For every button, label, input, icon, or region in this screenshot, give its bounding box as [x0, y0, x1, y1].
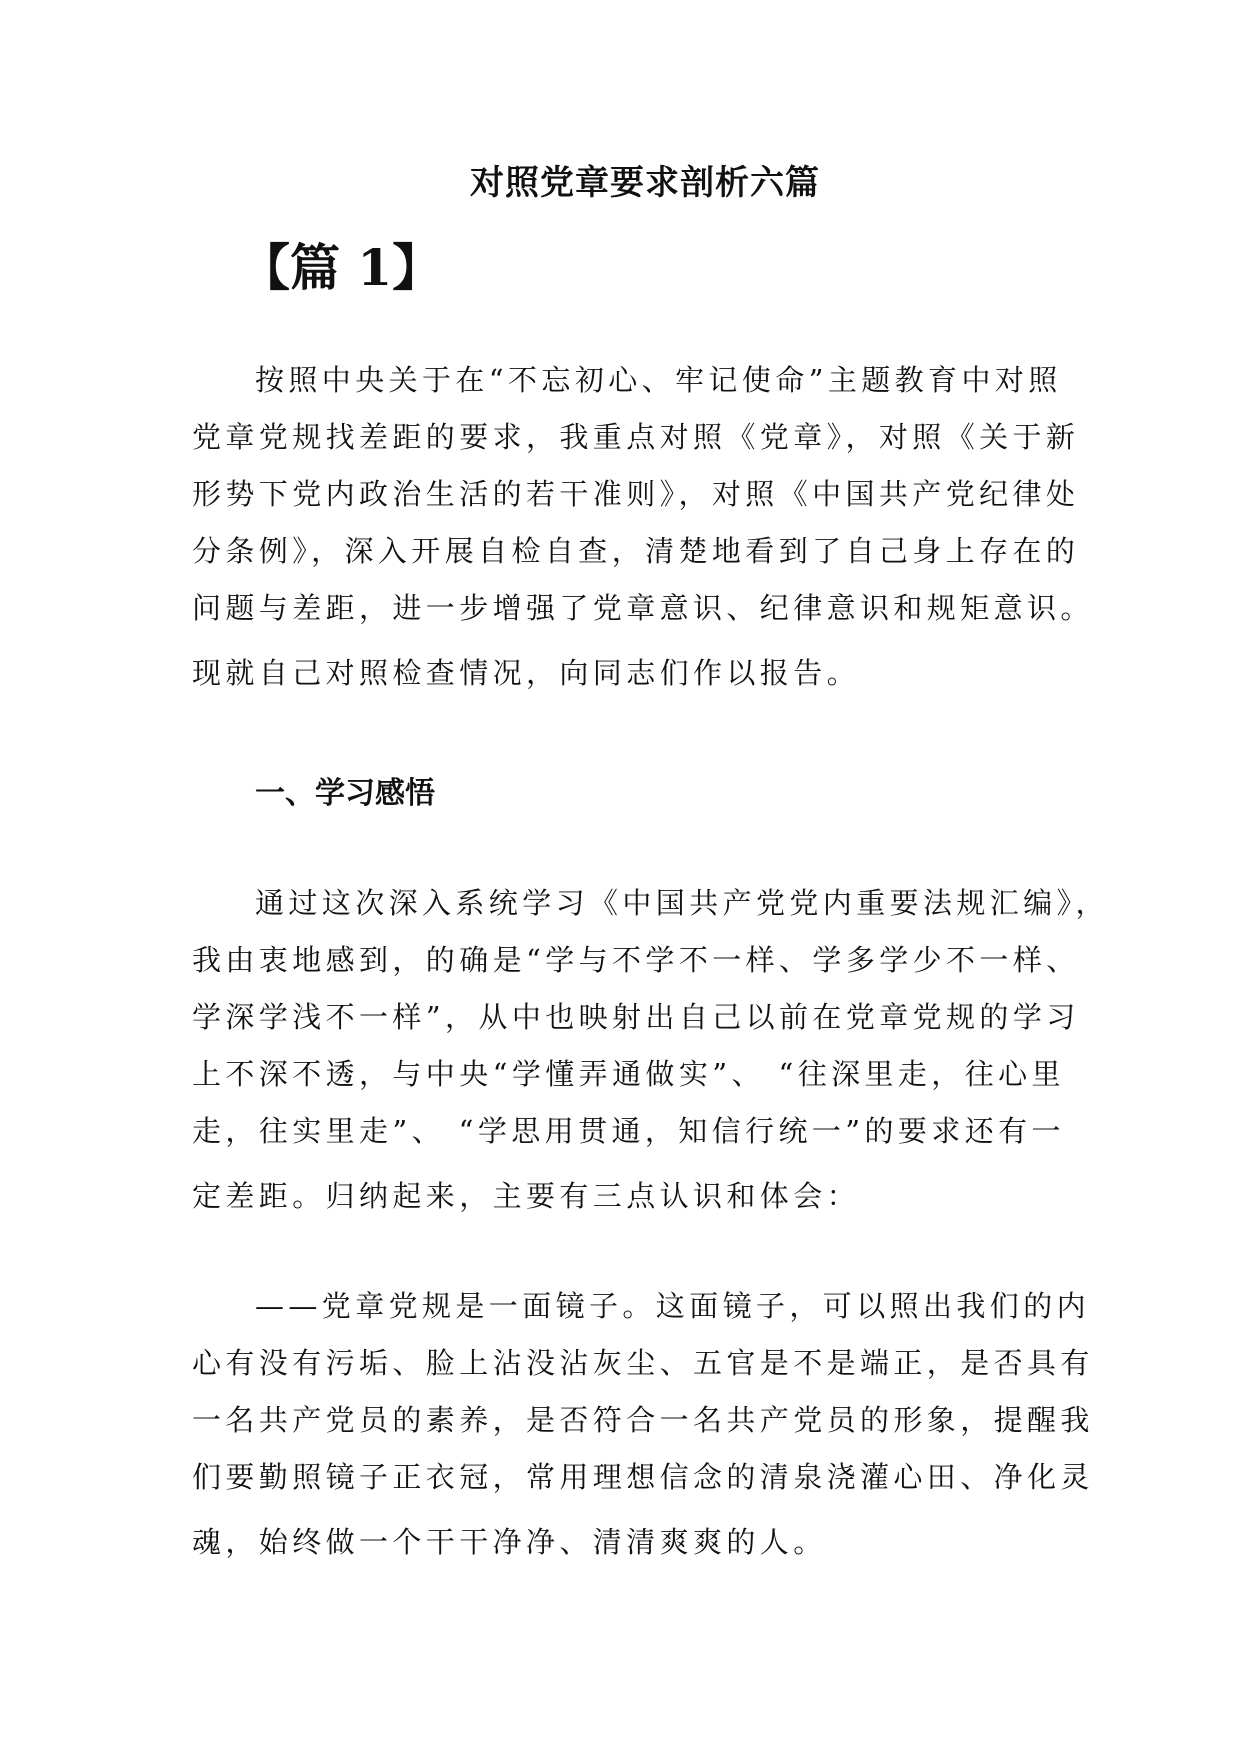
study-line: 上不深不透，与中央“学懂弄通做实”、 “往深里走，往心里 [192, 1057, 1065, 1091]
study-line: 学深学浅不一样”，从中也映射出自己以前在党章党规的学习 [192, 1000, 1080, 1034]
study-line: 通过这次深入系统学习《中国共产党党内重要法规汇编》， [255, 886, 1109, 920]
study-line: 定差距。归纳起来，主要有三点认识和体会： [192, 1179, 861, 1213]
intro-line: 分条例》，深入开展自检自查，清楚地看到了自己身上存在的 [192, 534, 1080, 568]
section-heading: 一、学习感悟 [255, 776, 435, 811]
study-line: 走，往实里走”、 “学思用贯通，知信行统一”的要求还有一 [192, 1114, 1065, 1148]
study-paragraph [192, 875, 1109, 1225]
study-line: 我由衷地感到，的确是“学与不学不一样、学多学少不一样、 [192, 943, 1080, 977]
intro-line: 按照中央关于在“不忘初心、牢记使命”主题教育中对照 [255, 363, 1062, 397]
chapter-title: 【篇 1】 [240, 238, 443, 297]
intro-line: 党章党规找差距的要求，我重点对照《党章》，对照《关于新 [192, 420, 1080, 454]
intro-line: 形势下党内政治生活的若干准则》，对照《中国共产党纪律处 [192, 477, 1080, 511]
mirror-line: ——党章党规是一面镜子。这面镜子，可以照出我们的内 [255, 1289, 1091, 1323]
mirror-line: 一名共产党员的素养，是否符合一名共产党员的形象，提醒我 [192, 1403, 1094, 1437]
mirror-paragraph [192, 1278, 1094, 1571]
mirror-line: 们要勤照镜子正衣冠，常用理想信念的清泉浇灌心田、净化灵 [192, 1460, 1094, 1494]
intro-line: 问题与差距，进一步增强了党章意识、纪律意识和规矩意识。 [192, 591, 1094, 625]
document-title: 对照党章要求剖析六篇 [470, 163, 820, 203]
mirror-line: 心有没有污垢、脸上沾没沾灰尘、五官是不是端正，是否具有 [192, 1346, 1094, 1380]
intro-line: 现就自己对照检查情况，向同志们作以报告。 [192, 656, 861, 690]
mirror-line: 魂，始终做一个干干净净、清清爽爽的人。 [192, 1525, 827, 1559]
intro-paragraph [192, 352, 1094, 702]
